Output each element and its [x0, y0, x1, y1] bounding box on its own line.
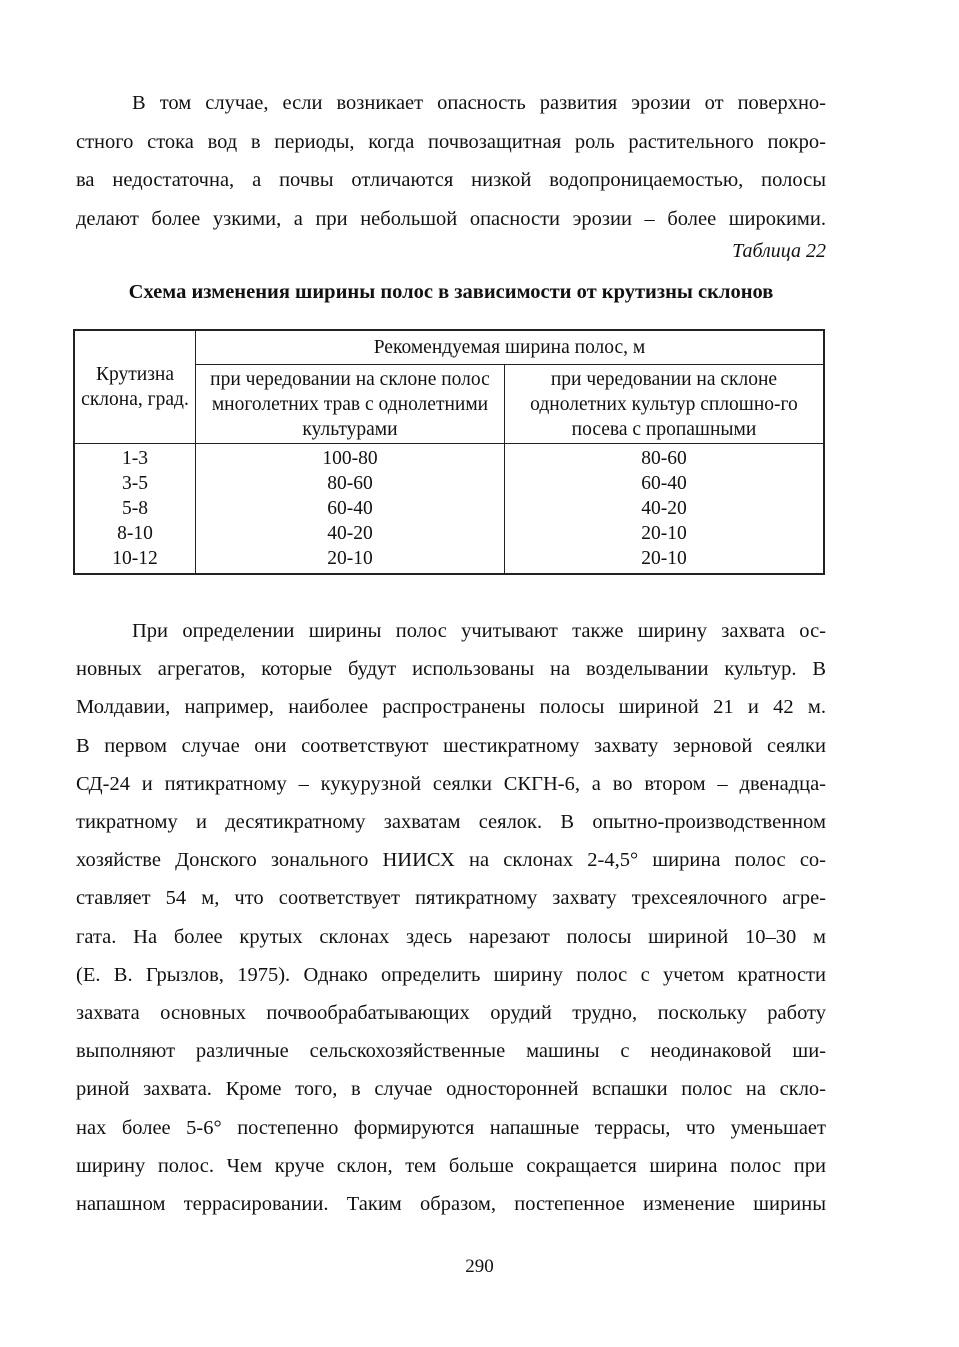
cell-width-perennial: 60-40 [196, 496, 505, 521]
cell-width-annual: 20-10 [504, 521, 824, 546]
paragraph-line: напашном террасировании. Таким образом, постепенное изменение ширины [76, 1193, 826, 1216]
cell-slope: 3-5 [74, 471, 196, 496]
table-row [74, 496, 824, 521]
table-label: Таблица 22 [732, 240, 826, 262]
paragraph-line: нах более 5-6° постепенно формируются напашные террасы, что уменьшает [76, 1116, 826, 1139]
paragraph-line: тикратному и десятикратному захватам сеялок. В опытно-производственном [76, 811, 826, 834]
paragraph-line: ставляет 54 м, что соответствует пятикратному захвату трехсеялочного агре- [76, 887, 826, 910]
paragraph-line: ва недостаточна, а почвы отличаются низкой водопроницаемостью, полосы [76, 169, 826, 191]
header-recommended-width: Рекомендуемая ширина полос, м [196, 330, 825, 365]
paragraph-line: В том случае, если возникает опасность развития эрозии от поверхно- [132, 92, 826, 114]
paragraph-line: В первом случае они соответствуют шестикратному захвату зерновой сеялки [76, 734, 826, 757]
cell-width-annual: 80-60 [504, 444, 824, 472]
paragraph-line: хозяйстве Донского зонального НИИСХ на склонах 2-4,5° ширина полос со- [76, 849, 826, 872]
cell-slope: 10-12 [74, 546, 196, 574]
header-perennial-grasses: при чередовании на склоне полос многолетних трав с однолетними культурами [196, 365, 505, 444]
page-number: 290 [465, 1256, 494, 1277]
cell-width-annual: 20-10 [504, 546, 824, 574]
table-title: Схема изменения ширины полос в зависимости от крутизны склонов [128, 281, 774, 303]
cell-width-perennial: 40-20 [196, 521, 505, 546]
cell-width-perennial: 20-10 [196, 546, 505, 574]
strip-width-table [73, 329, 825, 575]
table-row [74, 546, 824, 574]
cell-width-perennial: 100-80 [196, 444, 505, 472]
table-row [74, 444, 824, 472]
paragraph-line: Молдавии, например, наиболее распространены полосы шириной 21 и 42 м. [76, 696, 826, 719]
paragraph-strip-width [76, 612, 826, 1223]
table-row [74, 521, 824, 546]
paragraph-line: СД-24 и пятикратному – кукурузной сеялки СКГН-6, а во втором – двенадца- [76, 772, 826, 795]
paragraph-line: риной захвата. Кроме того, в случае односторонней вспашки полос на скло- [76, 1078, 826, 1101]
paragraph-erosion [76, 84, 826, 238]
paragraph-line: ширину полос. Чем круче склон, тем больше сокращается ширина полос при [76, 1154, 826, 1177]
paragraph-line: захвата основных почвообрабатывающих орудий трудно, поскольку работу [76, 1002, 826, 1025]
header-slope: Крутизна склона, град. [74, 330, 196, 444]
cell-slope: 1-3 [74, 444, 196, 472]
header-annual-crops: при чередовании на склоне однолетних культур сплошно-го посева с пропашными [504, 365, 824, 444]
cell-width-annual: 40-20 [504, 496, 824, 521]
paragraph-line: При определении ширины полос учитывают также ширину захвата ос- [132, 620, 826, 642]
paragraph-line: гата. На более крутых склонах здесь нарезают полосы шириной 10–30 м [76, 925, 826, 948]
cell-slope: 8-10 [74, 521, 196, 546]
paragraph-line: делают более узкими, а при небольшой опасности эрозии – более широкими. [76, 207, 826, 230]
cell-width-annual: 60-40 [504, 471, 824, 496]
cell-width-perennial: 80-60 [196, 471, 505, 496]
paragraph-line: (Е. В. Грызлов, 1975). Однако определить ширину полос с учетом кратности [76, 963, 826, 986]
paragraph-line: выполняют различные сельскохозяйственные машины с неодинаковой ши- [76, 1040, 826, 1063]
cell-slope: 5-8 [74, 496, 196, 521]
table-row [74, 471, 824, 496]
paragraph-line: новных агрегатов, которые будут использованы на возделывании культур. В [76, 658, 826, 681]
paragraph-line: стного стока вод в периоды, когда почвозащитная роль растительного покро- [76, 130, 826, 153]
